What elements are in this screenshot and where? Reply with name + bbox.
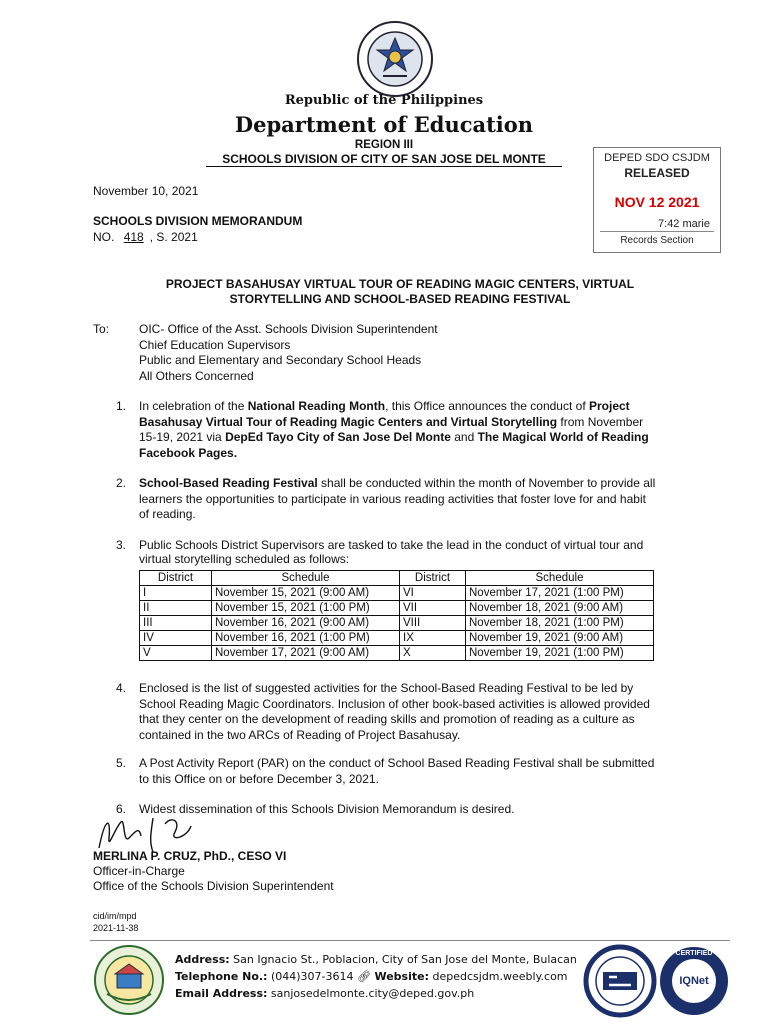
table-cell: November 17, 2021 (1:00 PM) [466,586,654,601]
table-cell: VIII [400,616,466,631]
email-label: Email Address: [175,987,268,1000]
table-header: Schedule [466,571,654,586]
p1-bold: DepEd Tayo City of San Jose Del Monte [225,430,451,444]
memo-title-line2: STORYTELLING AND SCHOOL-BASED READING FESTIVAL [229,292,571,306]
stamp-divider [600,231,714,232]
table-row [140,601,654,616]
memo-number-prefix: NO. [93,230,115,244]
memo-title-line1: PROJECT BASAHUSAY VIRTUAL TOUR OF READING MAGIC CENTERS, VIRTUAL [165,277,635,291]
schedule-table [139,570,654,661]
footer-phone-line [175,968,577,985]
item-number-4: 4. [116,681,127,695]
department-heading: Department of Education [234,112,534,137]
item-paragraph-5: A Post Activity Report (PAR) on the conduct of School Based Reading Festival shall be submitted to this Office on or before December 3, 2021. [139,756,655,786]
stamp-time: 7:42 marie [658,218,710,230]
item-paragraph-2 [139,476,659,523]
signatory-office: Office of the Schools Division Superintendent [93,879,334,893]
phone-label: Telephone No.: [175,970,268,983]
quality-management-logo-icon [583,944,657,1018]
p1-text: , this Office announces the conduct of [385,399,589,413]
item-number-3: 3. [116,538,127,552]
table-cell: VII [400,601,466,616]
division-logo-icon [93,944,165,1016]
p2-text: shall be conducted within the month of November to provide all learners the opportunities to participate in various reading activities that foster love for and habit of reading. [139,476,656,521]
item-number-5: 5. [116,756,127,770]
item-paragraph-3: Public Schools District Supervisors are tasked to take the lead in the conduct of virtual tour and virtual storytelling scheduled as follows: [139,538,644,566]
table-cell: November 19, 2021 (1:00 PM) [466,646,654,661]
to-label: To: [93,322,110,336]
table-cell: II [140,601,212,616]
footer-address-line [175,951,577,968]
signatory-position: Officer-in-Charge [93,864,185,878]
footer-divider [90,940,730,941]
memo-number [93,230,198,245]
p1-bold: Project Basahusay Virtual Tour of Reading Magic Centers and Virtual Storytelling [139,399,630,429]
footer-email-line [175,985,577,1002]
memo-title [150,277,650,307]
division-heading: SCHOOLS DIVISION OF CITY OF SAN JOSE DEL MONTE [222,152,546,166]
item-paragraph-1 [139,399,659,461]
table-cell: November 16, 2021 (9:00 AM) [212,616,400,631]
iqnet-cert-badge [657,944,731,1018]
table-cell: V [140,646,212,661]
table-header: District [400,571,466,586]
address-label: Address: [175,953,230,966]
region-heading: REGION III [354,139,414,151]
website-link[interactable]: depedcsjdm.weebly.com [432,970,568,983]
reference-number: 2021-11-38 [93,923,139,933]
table-cell: IV [140,631,212,646]
recipient-item: Public and Elementary and Secondary School Heads [139,353,422,367]
stamp-status: RELEASED [624,166,690,180]
stamp-office: DEPED SDO CSJDM [604,152,710,164]
memo-number-suffix: , S. 2021 [149,230,198,244]
stamp-section: Records Section [620,235,694,246]
table-cell: X [400,646,466,661]
table-row [140,631,654,646]
p1-text: In celebration of the [139,399,248,413]
table-row [140,586,654,601]
item-number-1: 1. [116,399,127,413]
table-header: District [140,571,212,586]
p1-text: from November 15-19, 2021 via [139,414,644,444]
p1-bold: National Reading Month [247,399,386,413]
recipient-item: All Others Concerned [139,368,254,383]
p1-text: and [450,430,478,444]
reference-code [93,910,138,934]
recipient-list [139,322,438,384]
released-stamp [593,147,721,253]
item-paragraph-4: Enclosed is the list of suggested activities for the School-Based Reading Festival to be led by School Reading Magic Coordinators. Inclusion of other book-based activities is allowed provided that they center on the development of reading skills and promotion of reading as a culture as contained in the two ARCs of Reading of Project Basahusay. [139,681,650,742]
republic-heading: Republic of the Philippines [284,93,484,108]
signatory-name: MERLINA P. CRUZ, PhD., CESO VI [93,849,287,863]
memo-number-value: 418 [123,230,144,244]
p1-bold: The Magical World of Reading Facebook Pages. [139,430,649,460]
item-number-6: 6. [116,802,127,816]
reference-initials: cid/im/mpd [93,911,137,921]
header-divider [206,166,562,167]
item-number-2: 2. [116,476,127,490]
table-cell: November 15, 2021 (1:00 PM) [212,601,400,616]
deped-seal-icon [356,20,434,98]
recipient-item: Chief Education Supervisors [139,337,291,352]
table-header-row [140,571,654,586]
iqnet-label: IQNet [679,975,709,987]
table-cell: November 19, 2021 (9:00 AM) [466,631,654,646]
table-cell: November 15, 2021 (9:00 AM) [212,586,400,601]
table-cell: November 16, 2021 (1:00 PM) [212,631,400,646]
website-label: Website: [374,970,429,983]
p2-bold: School-Based Reading Festival [139,476,318,490]
stamp-date: NOV 12 2021 [614,194,700,210]
table-row [140,616,654,631]
item-paragraph-6: Widest dissemination of this Schools Division Memorandum is desired. [139,802,515,816]
memo-type: SCHOOLS DIVISION MEMORANDUM [93,214,303,228]
table-cell: November 18, 2021 (9:00 AM) [466,601,654,616]
footer-contact [175,951,577,1002]
table-cell: VI [400,586,466,601]
table-cell: IX [400,631,466,646]
table-row [140,646,654,661]
phone-value: (044)307-3614 [270,970,354,983]
link-icon: 🔗︎ [357,970,371,983]
table-cell: I [140,586,212,601]
recipient-item: OIC- Office of the Asst. Schools Division Superintendent [139,322,438,336]
address-value: San Ignacio St., Poblacion, City of San Jose del Monte, Bulacan [233,953,577,966]
memo-date: November 10, 2021 [93,184,199,198]
table-cell: November 17, 2021 (9:00 AM) [212,646,400,661]
email-link[interactable]: sanjosedelmonte.city@deped.gov.ph [270,987,475,1000]
table-cell: III [140,616,212,631]
table-cell: November 18, 2021 (1:00 PM) [466,616,654,631]
certified-label: CERTIFIED [675,950,713,957]
table-header: Schedule [212,571,400,586]
